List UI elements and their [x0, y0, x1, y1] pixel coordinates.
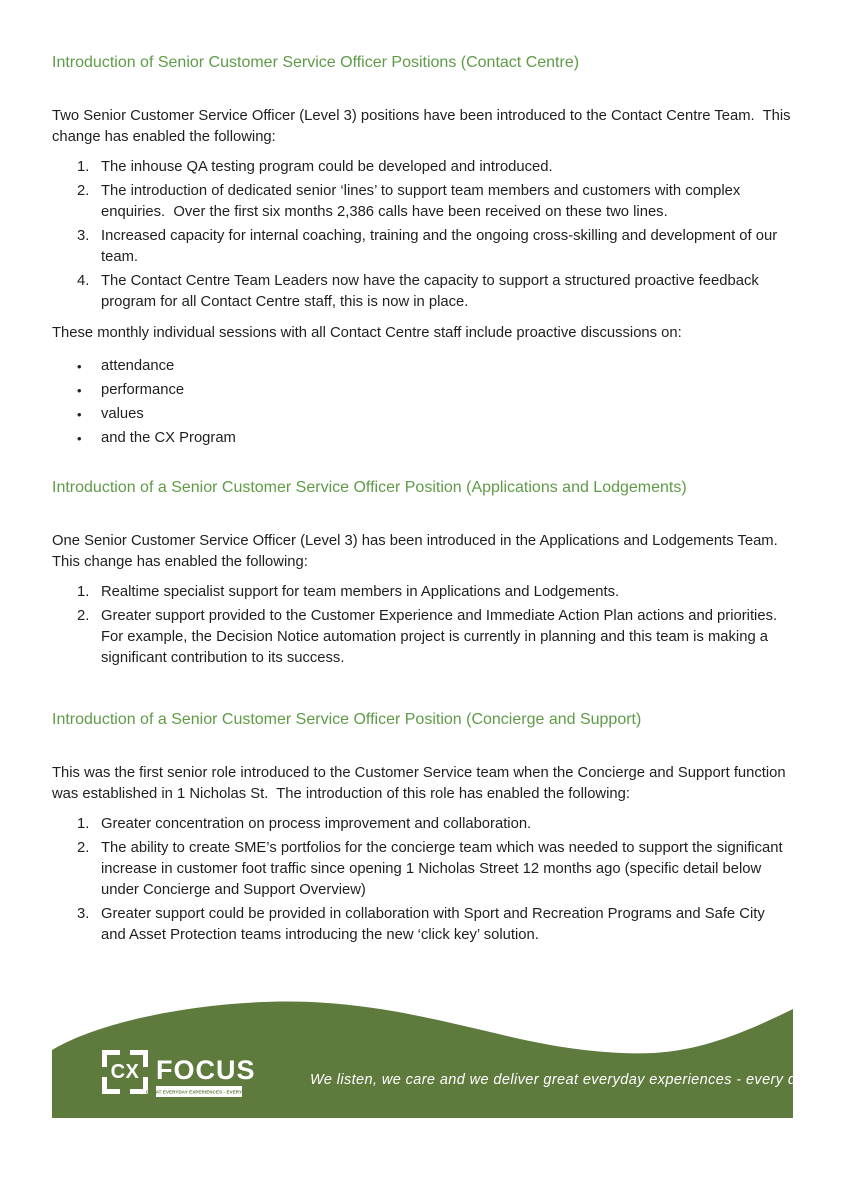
bullet-item-text: attendance: [101, 358, 175, 374]
bullet-item: [52, 428, 793, 449]
list-item-text: Greater support provided to the Customer Experience and Immediate Action Plan actions and priorities. For example, the Decision Notice automation project is currently in planning and this team is making a significant contribution to its success.: [101, 608, 786, 666]
list-item-text: Increased capacity for internal coaching, training and the ongoing cross-skilling and development of our team.: [101, 228, 782, 265]
bullet-glyph: •: [77, 431, 82, 446]
list-item-text: The introduction of dedicated senior ‘lines’ to support team members and customers with complex enquiries. Over the first six months 2,386 calls have been received on these two lines.: [101, 183, 745, 220]
bullet-list-discussion-topics: [52, 356, 793, 449]
bullet-glyph: •: [77, 383, 82, 398]
list-number: 2.: [77, 840, 90, 856]
bullet-item-text: performance: [101, 382, 185, 398]
document-content: [52, 0, 793, 949]
footer-banner: [52, 1000, 813, 1118]
list-item: [52, 838, 793, 901]
list-item: [52, 181, 793, 223]
list-number: 1.: [77, 584, 90, 600]
list-number: 4.: [77, 273, 90, 289]
cx-focus-logo: [102, 1050, 256, 1097]
list-number: 2.: [77, 608, 90, 624]
list-item: [52, 904, 793, 946]
list-item: [52, 226, 793, 268]
list-item-text: Greater concentration on process improvement and collaboration.: [101, 816, 532, 832]
list-item: [52, 157, 793, 178]
bullet-item-text: values: [101, 406, 144, 422]
bullet-item-text: and the CX Program: [101, 430, 236, 446]
section-intro-concierge-support: This was the first senior role introduced to the Customer Service team when the Concierge and Support function was established in 1 Nicholas St. The introduction of this role has enabled the following:: [52, 765, 790, 802]
section-heading-concierge-support: Introduction of a Senior Customer Service Officer Position (Concierge and Support): [52, 711, 642, 728]
list-number: 2.: [77, 183, 90, 199]
bullet-item: [52, 356, 793, 377]
follow-up-paragraph: These monthly individual sessions with all Contact Centre staff include proactive discussions on:: [52, 325, 682, 341]
list-item: [52, 271, 793, 313]
list-item-text: The inhouse QA testing program could be developed and introduced.: [101, 159, 553, 175]
bullet-item: [52, 404, 793, 425]
section-heading-applications-lodgements: Introduction of a Senior Customer Service Officer Position (Applications and Lodgements): [52, 479, 687, 496]
section-intro-applications-lodgements: One Senior Customer Service Officer (Level 3) has been introduced in the Applications and Lodgements Team. This change has enabled the following:: [52, 533, 786, 570]
logo-focus-text: FOCUS: [156, 1055, 256, 1085]
bullet-item: [52, 380, 793, 401]
list-number: 3.: [77, 228, 90, 244]
list-item-text: Realtime specialist support for team members in Applications and Lodgements.: [101, 584, 620, 600]
list-item-text: The ability to create SME’s portfolios for the concierge team which was needed to support the significant increase in customer foot traffic since opening 1 Nicholas Street 12 months ago (specific detail below under Concierge and Support Overview): [101, 840, 787, 898]
list-item: [52, 814, 793, 835]
list-number: 3.: [77, 906, 90, 922]
logo-subtext-bar: [145, 1086, 253, 1097]
list-number: 1.: [77, 159, 90, 175]
logo-wordmark: [145, 1050, 256, 1097]
numbered-list-concierge-support: [52, 814, 793, 946]
bullet-glyph: •: [77, 359, 82, 374]
list-item: [52, 582, 793, 603]
logo-cx-text: CX: [110, 1060, 140, 1083]
numbered-list-applications-lodgements: [52, 582, 793, 669]
section-intro-contact-centre: Two Senior Customer Service Officer (Level 3) positions have been introduced to the Contact Centre Team. This change has enabled the following:: [52, 108, 795, 145]
section-heading-contact-centre: Introduction of Senior Customer Service Officer Positions (Contact Centre): [52, 54, 580, 71]
list-item-text: The Contact Centre Team Leaders now have the capacity to support a structured proactive feedback program for all Contact Centre staff, this is now in place.: [101, 273, 763, 310]
logo-subtext: GREAT EVERYDAY EXPERIENCES - EVERY DAY: [145, 1089, 253, 1094]
bullet-glyph: •: [77, 407, 82, 422]
numbered-list-contact-centre: [52, 157, 793, 313]
list-item-text: Greater support could be provided in collaboration with Sport and Recreation Programs and Safe City and Asset Protection teams introducing the new ‘click key’ solution.: [101, 906, 769, 943]
cx-viewfinder-icon: [102, 1050, 148, 1094]
list-number: 1.: [77, 816, 90, 832]
list-item: [52, 606, 793, 669]
footer-tagline: We listen, we care and we deliver great everyday experiences - every day: [310, 1072, 813, 1088]
